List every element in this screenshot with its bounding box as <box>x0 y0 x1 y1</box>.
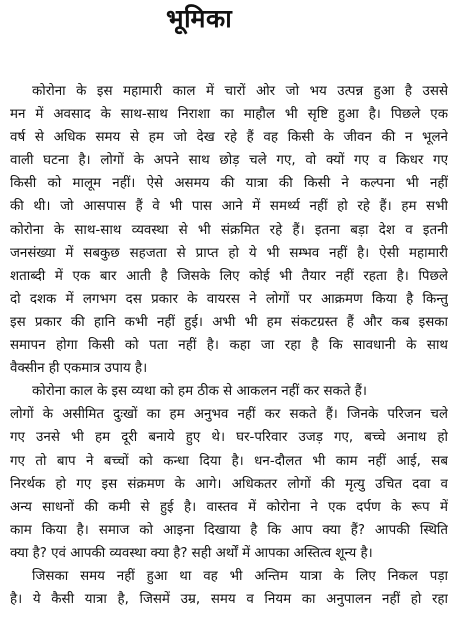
document-body <box>10 80 448 611</box>
text-line: कोरोना के इस महामारी काल में चारों ओर जो भय उत्पन्न हुआ है उससे <box>32 84 448 99</box>
text-line: निरर्थक हो गए इस संक्रमण के आगे। अधिकतर लोगों की मृत्यु उचित दवा व <box>10 476 448 492</box>
text-line: गए उनसे भी हम दूरी बनाये हुए थे। घर-परिवार उजड़ गए, बच्चे अनाथ हो <box>10 430 448 446</box>
text-line: इस प्रकार की हानि कभी नहीं हुई। अभी भी हम संकटग्रस्त हैं और कब इसका <box>10 314 448 330</box>
text-line: वर्ष से अधिक समय से हम जो देख रहे हैं वह किसी के जीवन की न भूलने <box>10 130 448 146</box>
text-line: है। ये कैसी यात्रा है, जिसमें उम्र, समय व नियम का अनुपालन नहीं हो रहा <box>10 592 448 608</box>
page-title: भूमिका <box>166 4 233 33</box>
text-line: दो दशक में लगभग दस प्रकार के वायरस ने लोगों पर आक्रमण किया है किन्तु <box>10 291 448 307</box>
text-line: अन्य साधनों की कमी से हुई है। वास्तव में कोरोना ने एक दर्पण के रूप में <box>10 499 448 515</box>
text-line: क्या है? एवं आपकी व्यवस्था क्या है? सही अर्थों में आपका अस्तित्व शून्य है। <box>10 545 373 561</box>
text-line: मन में अवसाद के साथ-साथ निराशा का माहौल भी सृष्टि हुआ है। पिछले एक <box>10 107 448 123</box>
text-line: वैक्सीन ही एकमात्र उपाय है। <box>10 361 148 377</box>
text-line: की थी। जो आसपास हैं वे भी पास आने में समर्थ्य नहीं हो रहे हैं। हम सभी <box>10 199 448 215</box>
text-line: किसी को मालूम नहीं। ऐसे असमय की यात्रा की किसी ने कल्पना भी नहीं <box>10 176 448 192</box>
text-line: कोरोना काल के इस व्यथा को हम ठीक से आकलन नहीं कर सकते हैं। <box>32 384 367 400</box>
text-line: काम किया है। समाज को आइना दिखाया है कि आप क्या हैं? आपकी स्थिति <box>10 522 448 538</box>
text-line: जिसका समय नहीं हुआ था वह भी अन्तिम यात्रा के लिए निकल पड़ा <box>32 568 448 584</box>
text-line: कोरोना के साथ-साथ व्यवस्था से भी संक्रमित रहे हैं। इतना बड़ा देश व इतनी <box>10 222 448 238</box>
text-line: लोगों के असीमित दुःखों का हम अनुभव नहीं कर सकते हैं। जिनके परिजन चले <box>10 407 448 423</box>
text-line: समापन होगा किसी को पता नहीं है। कहा जा रहा है कि सावधानी के साथ <box>10 338 448 354</box>
text-line: गए तो बाप ने बच्चों को कन्धा दिया है। धन-दौलत भी काम नहीं आई, सब <box>10 453 448 469</box>
text-line: वाली घटना है। लोगों के अपने साथ छोड़ चले गए, वो क्यों गए व किधर गए <box>10 153 448 169</box>
text-line: शताब्दी में एक बार आती है जिसके लिए कोई भी तैयार नहीं रहता है। पिछले <box>10 268 448 284</box>
text-line: जनसंख्या में सबकुछ सहजता से प्राप्त हो ये भी सम्भव नहीं है। ऐसी महामारी <box>10 245 448 261</box>
